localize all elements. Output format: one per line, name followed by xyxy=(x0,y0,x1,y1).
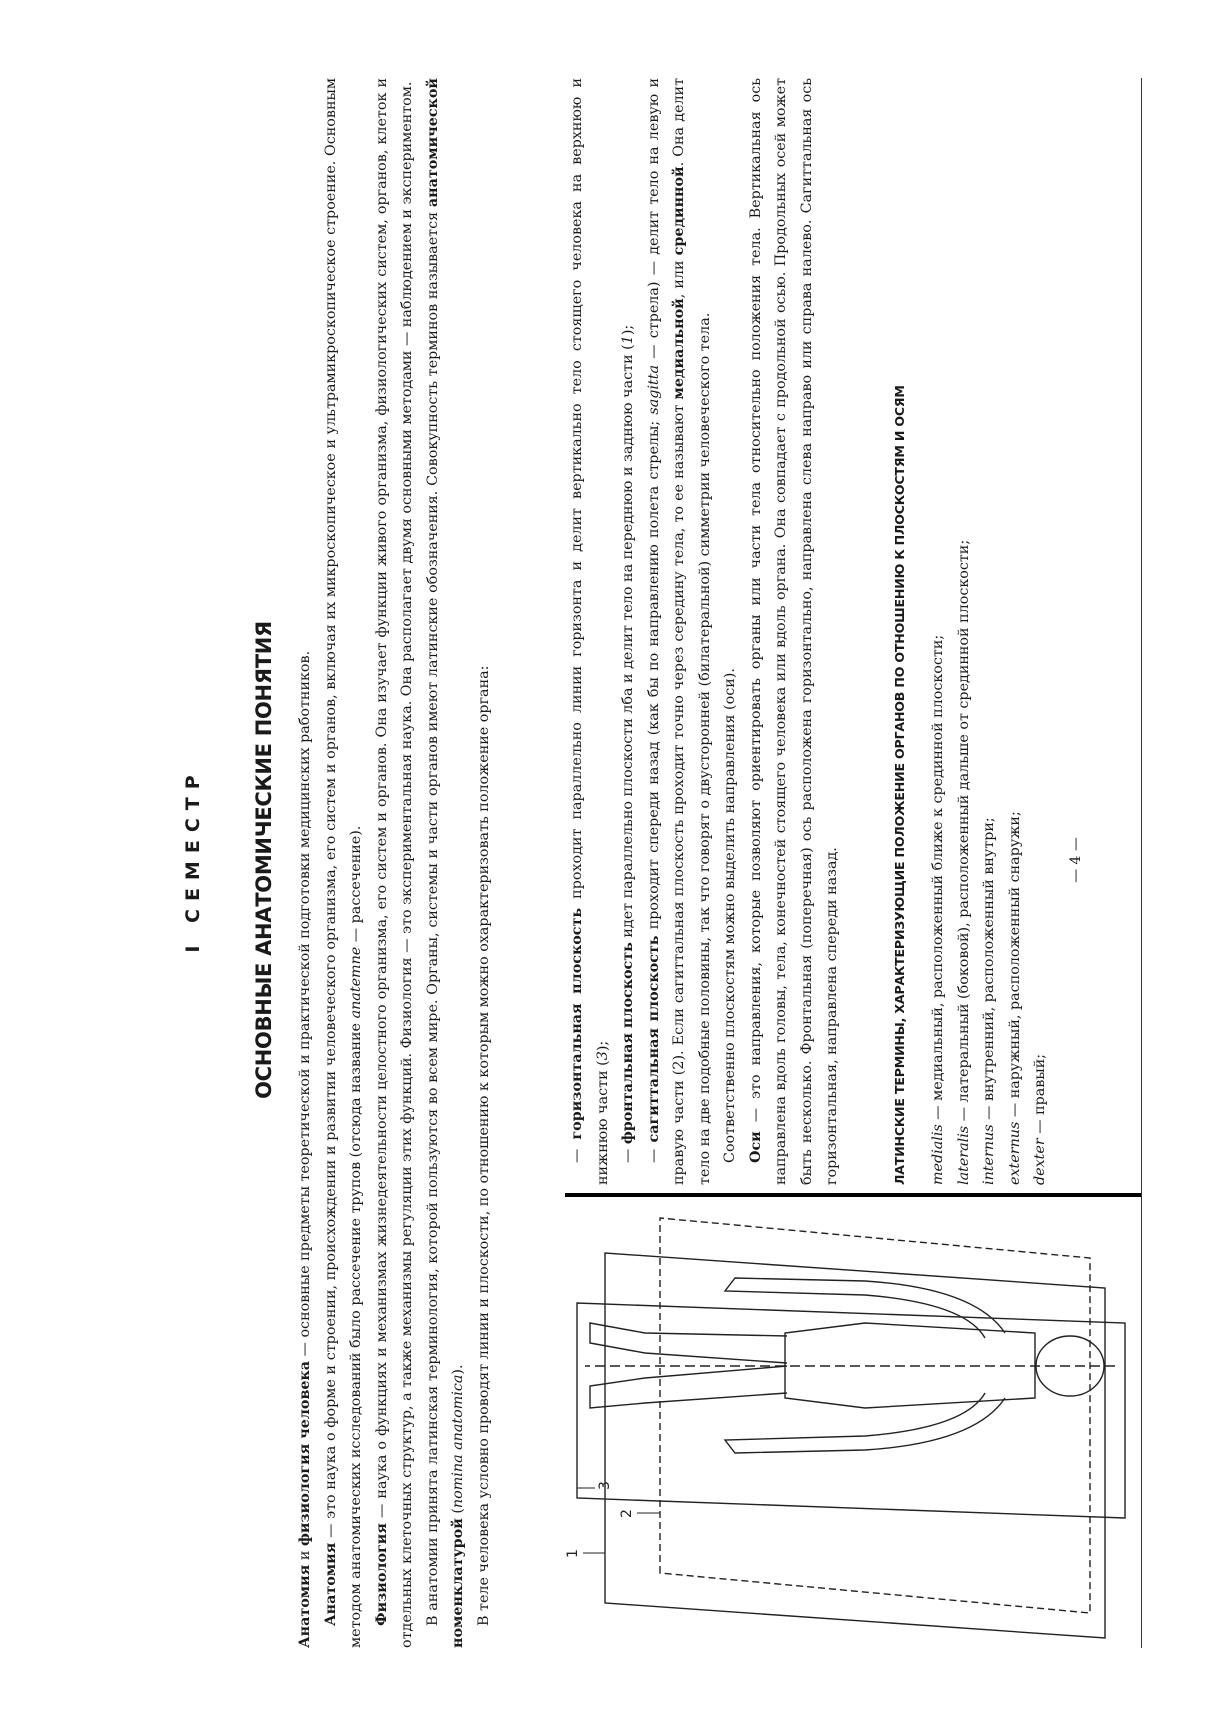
paragraph-5: В теле человека условно проводят линии и плоскости, по отношению к которым можно охарактеризовать положение органа: xyxy=(475,665,492,1626)
axes-definition: Оси — это направления, которые позволяют ориентировать органы или части тела относительно положения тела. Вертикальная ось направлена вдоль головы, тела, конечностей стоящего человека или вдоль органа. Она совпадает с продольной осью. Продольных осей может быть несколько. Фронтальная (поперечная) ось расположена горизонтально, направлена слева направо или справа налево. Сагиттальная ось горизонтальная, направлена спереди назад. xyxy=(747,78,840,1185)
paragraph-4: В анатомии принята латинская терминология, которой пользуются во всем мире. Органы, системы и части органов имеют латинские обозначения. Совокупность терминов называется анатомической номенклатурой (nomina anatomica). xyxy=(424,78,466,1648)
frontal-plane xyxy=(605,1253,1105,1638)
axes-intro: Соответственно плоскостям можно выделить направления (оси). xyxy=(722,668,738,1163)
paragraph-2: Анатомия — это наука о форме и строении, происхождении и развитии человеческого организма, его систем и органов, включая их микроскопическое и ультрамикроскопическое строение. Основным методом анатомических исследований было рассечение трупов (отсюда название anatemne — рассечение). xyxy=(322,78,364,1648)
latin-terms-heading: ЛАТИНСКИЕ ТЕРМИНЫ, ХАРАКТЕРИЗУЮЩИЕ ПОЛОЖЕНИЕ ОРГАНОВ ПО ОТНОШЕНИЮ К ПЛОСКОСТЯМ И ОСЯМ xyxy=(891,385,907,1185)
figure-label-3: 3 xyxy=(597,1481,613,1490)
horizontal-plane xyxy=(577,1303,1125,1518)
intro-text xyxy=(293,78,497,1648)
plane-horizontal: — горизонтальная плоскость проходит параллельно линии горизонта и делит вертикально тело стоящего человека на верхнюю и нижнюю части (3); xyxy=(569,78,611,1185)
term-item: medialis — медиальный, расположенный ближе к срединной плоскости; xyxy=(930,634,946,1185)
term-item: lateralis — латеральный (боковой), расположенный дальше от срединной плоскости; xyxy=(955,539,972,1185)
term-item: internus — внутренний, расположенный внутри; xyxy=(981,817,997,1185)
sagittal-plane xyxy=(660,1218,1090,1613)
planes-text xyxy=(565,78,1054,1185)
page-title: ОСНОВНЫЕ АНАТОМИЧЕСКИЕ ПОНЯТИЯ xyxy=(252,621,276,1099)
left-leg xyxy=(590,1366,787,1408)
page-number: — 4 — xyxy=(1068,837,1084,883)
paragraph-3: Физиология — наука о функциях и механизмах жизнедеятельности целостного организма, его систем и органов. Она изучает функции живого организма, физиологических систем, органов, клеток и отдельных клеточных структур, а также механизмы регуляции этих функций. Физиология — это экспериментальная наука. Она располагает двумя основными методами — наблюдением и экспериментом. xyxy=(373,78,415,1648)
semester-heading: I СЕМЕСТР xyxy=(182,767,204,953)
latin-terms-list xyxy=(926,78,1054,1185)
right-leg xyxy=(590,1323,787,1363)
term-anatomy: Анатомия xyxy=(297,1564,313,1648)
paragraph-1: Анатомия и физиология человека — основные предметы теоретической и практической подготовки медицинских работников. xyxy=(297,650,313,1648)
figure-label-1: 1 xyxy=(565,1549,581,1558)
vertical-rule xyxy=(565,1193,1141,1197)
term-physiology: физиология человека xyxy=(297,1360,313,1547)
plane-frontal: — фронтальная плоскость идет параллельно плоскости лба и делит тело на переднюю и заднюю части (1); xyxy=(620,324,636,1163)
body-planes-figure xyxy=(565,1204,1135,1648)
term-item: externus — наружный, расположенный снаружи; xyxy=(1006,811,1023,1185)
top-rule xyxy=(1141,78,1142,1648)
term-item: dexter — правый; xyxy=(1032,1053,1048,1185)
plane-sagittal: — сагиттальная плоскость проходит спереди назад (как бы по направлению полета стрелы; sagitta — стрела) — делит тело на левую и правую части (2). Если сагиттальная плоскость проходит точно через середину тела, то ее называют медиальной, или срединной. Она делит тело на две подобные половины, так что говорят о двусторонней (билатеральной) симметрии человеческого тела. xyxy=(645,77,713,1185)
figure-label-2: 2 xyxy=(619,1509,635,1518)
